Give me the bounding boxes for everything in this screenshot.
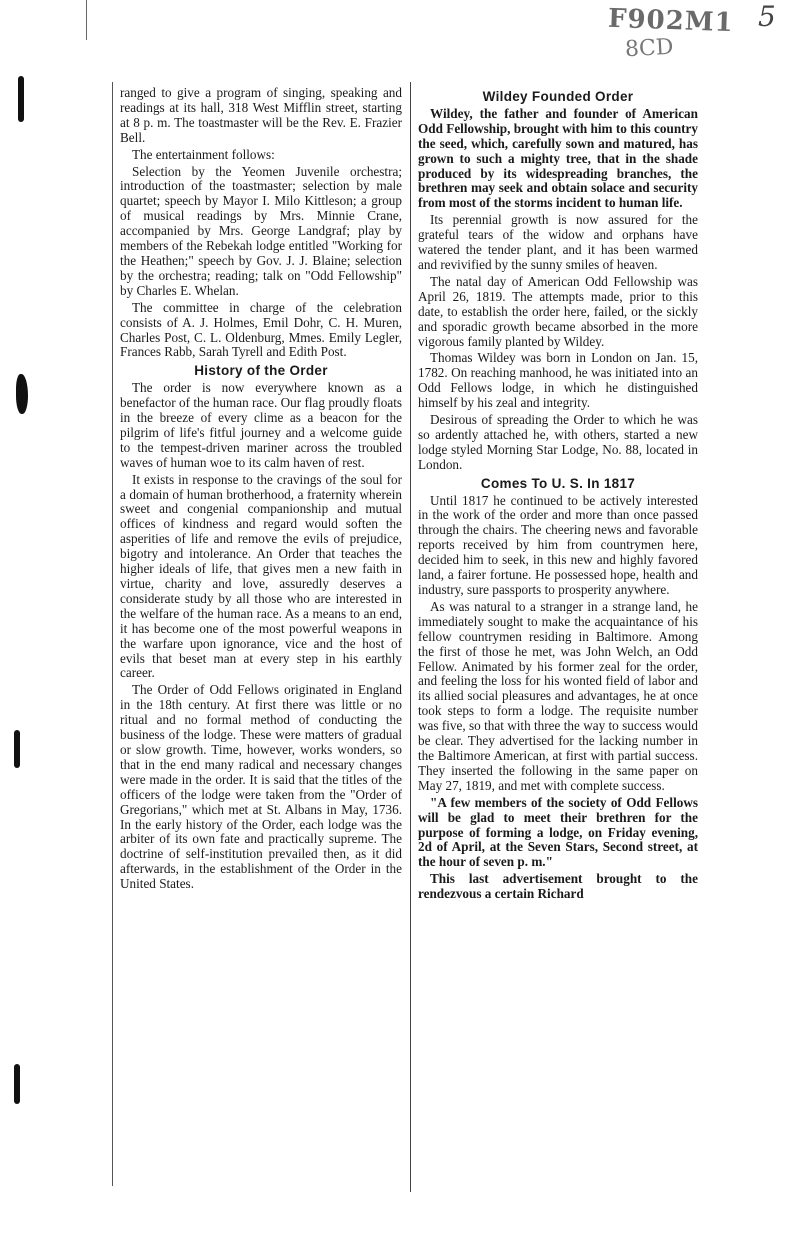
article-paragraph: ranged to give a program of singing, speaking and readings at its hall, 318 West Mifflin street, starting at 8 p. m. The toastmaster will be the Rev. E. Frazier Bell. [120,85,402,145]
article-paragraph: This last advertisement brought to the rendezvous a certain Richard [418,871,698,902]
binding-mark-4 [14,1064,20,1104]
section-heading: Wildey Founded Order [482,89,634,104]
article-paragraph: The entertainment follows: [132,146,275,162]
article-paragraph: The natal day of American Odd Fellowship was April 26, 1819. The attempts made, prior to this date, to establish the order here, failed, or the sickly and sporadic growth became absorbed in the more vigorous family planted by Wildey. [418,273,698,349]
article-paragraph: Desirous of spreading the Order to which he was so ardently attached he, with others, started a new lodge styled Morning Star Lodge, No. 88, located in London. [418,412,698,472]
binding-mark-2 [16,374,28,414]
section-heading: Comes To U. S. In 1817 [480,475,636,491]
binding-mark-1 [18,76,24,122]
article-paragraph: Thomas Wildey was born in London on Jan. 15, 1782. On reaching manhood, he was initiated into an Odd Fellows lodge, in which he distinguished himself by his zeal and integrity. [418,350,698,411]
handwritten-page-number: 5 [758,0,776,33]
article-paragraph: The committee in charge of the celebration consists of A. J. Holmes, Emil Dohr, C. H. Muren, Charles Post, C. L. Oldenburg, Mmes. Emily Legler, Frances Rabb, Sarah Tyrell and Edith Post. [120,299,402,360]
article-paragraph: The Order of Odd Fellows originated in England in the 18th century. At first there was little or no ritual and no formal method of conducting the business of the lodge. These were matters of gradual or slow growth. Time, however, works wonders, so that in the end many radical and necessary changes were made in the order. It is said that the titles of the officers of the lodge were taken from the "Order of Gregorians," which met at St. Albans in May, 1736. In the early history of the Order, each lodge was the arbiter of its own fate and practically supreme. The doctrine of self-institution prevailed then, as it did afterwards, in the establishment of the Order in the United States. [120,682,402,892]
article-paragraph: Wildey, the father and founder of American Odd Fellowship, brought with him to this country the seed, which, carefully sown and matured, has grown to such a mighty tree, that in the shade produced by its widespreading branches, the brethren may seek and obtain solace and security from most of the storms incident to human life. [418,105,698,211]
binding-mark-3 [14,730,20,768]
article-paragraph: It exists in response to the cravings of the soul for a domain of human brotherhood, a fraternity wherein sweet and congenial companionship and mutual offices of kindness and regard would soften the asperities of life and remove the evils of prejudice, bigotry and intolerance. An Order that teaches the higher ideals of life, that gives men a new faith in virtue, charity and love, assuredly deserves a considerate study by all those who are interested in the welfare of the human race. As a means to an end, it has become one of the most powerful weapons in the warfare upon ignorance, vice and the host of evils that beset man at every step in his earthly career. [120,471,402,681]
right-column [418,86,698,904]
article-paragraph: "A few members of the society of Odd Fellows will be glad to meet their brethren for the purpose of forming a lodge, on Friday evening, 2d of April, at the Seven Stars, Second street, at the hour of seven p. m." [418,794,698,870]
section-heading: History of the Order [194,363,328,379]
handwritten-catalog-subcode: 8CD [624,34,675,63]
article-paragraph: Its perennial growth is now assured for the grateful tears of the widow and orphans have watered the tender plant, and it has been warmed and revivified by the sunny smiles of heaven. [418,212,698,272]
left-column [120,86,402,894]
article-paragraph: Until 1817 he continued to be actively interested in the work of the order and more than once passed through the chairs. The cheering news and favorable reports received by him from countrymen here, decided him to seek, in this new and highly favored land, a fairer fortune. He possessed hope, health and industry, sure passports to prosperity anywhere. [418,492,698,597]
article-paragraph: Selection by the Yeomen Juvenile orchestra; introduction of the toastmaster; selection by male quartet; speech by Mayor I. Milo Kittleson; a group of musical readings by Mrs. Minnie Crane, accompanied by Mrs. George Landgraf; play by members of the Rebekah lodge entitled "Working for the Heathen;" speech by Gov. J. J. Blaine; selection by the orchestra; reading; talk on "Odd Fellowship" by Charles E. Whelan. [120,163,402,298]
handwritten-catalog-code: F902M1 [607,3,735,39]
article-paragraph: As was natural to a stranger in a strange land, he immediately sought to make the acquaintance of his fellow countrymen residing in Baltimore. Among the first of those he met, was John Welch, an Odd Fellow. Animated by his former zeal for the order, and feeling the loss for his wonted field of labor and its allied social pleasures and advantages, he at once took steps to form a lodge. The requisite number was five, so that with three the way to success would be clear. They advertised for the lacking number in the Baltimore American, at first with partial success. They inserted the following in the same paper on May 27, 1819, and met with complete success. [418,598,698,793]
center-column-rule [410,82,411,1192]
top-left-rule [86,0,87,40]
left-column-rule [112,82,113,1186]
article-paragraph: The order is now everywhere known as a benefactor of the human race. Our flag proudly floats in the breeze of every clime as a beacon for the pilgrim of life's fitful journey and a welcome guide to the tempest-driven mariner across the troubled waves of human woe to its calm haven of rest. [120,380,402,470]
